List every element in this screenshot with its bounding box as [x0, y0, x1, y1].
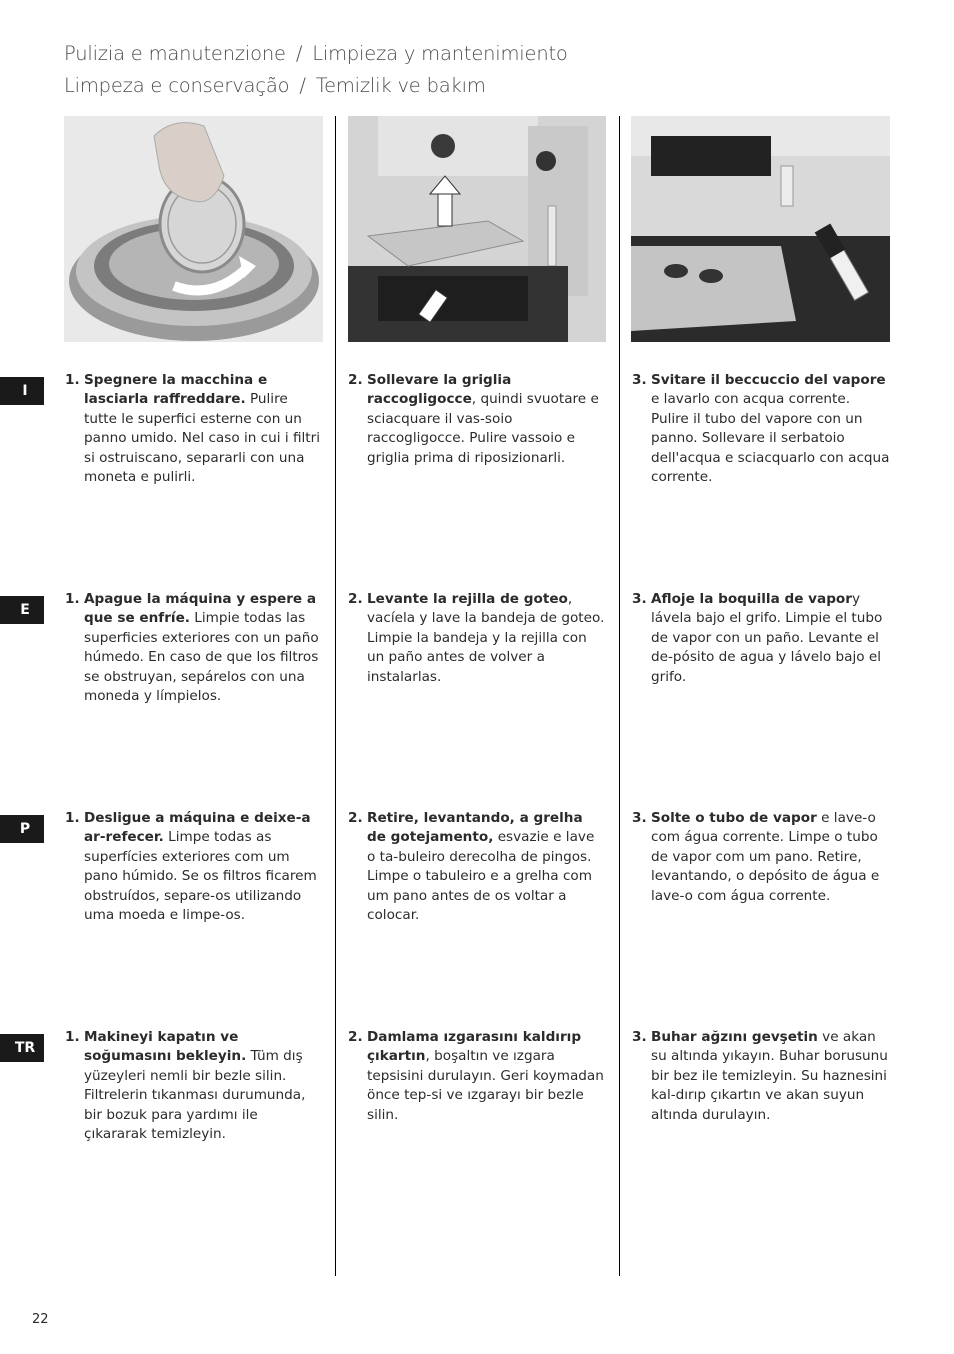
step-number: 1.	[65, 372, 80, 388]
lift-drip-tray-grid-illustration	[348, 116, 606, 342]
step-text: ve akan su altında yıkayın. Buhar borusunu bir bez ile temizleyin. Su haznesini kal-dırıp çıkartın ve akan suyun altında durulayın.	[651, 1029, 888, 1123]
step-heading: Makineyi kapatın ve soğumasını bekleyin.	[84, 1029, 247, 1065]
step-turkish-3	[632, 1028, 890, 1125]
step-portuguese-2	[348, 809, 606, 925]
step-number: 3.	[632, 591, 647, 607]
step-text: , quindi svuotare e sciacquare il vas-soio raccogligocce. Pulire vassoio e griglia prima di riposizionarli.	[367, 391, 599, 466]
step-number: 3.	[632, 1029, 647, 1045]
step-heading: Buhar ağzını gevşetin	[651, 1029, 818, 1045]
title-separator: /	[295, 42, 303, 65]
step-text: Tüm dış yüzeyleri nemli bir bezle silin. Filtrelerin tıkanması durumunda, bir bozuk para yardımı ile çıkararak temizleyin.	[84, 1048, 306, 1143]
step-number: 1.	[65, 810, 80, 826]
step-number: 2.	[348, 1029, 363, 1045]
step-number: 3.	[632, 372, 647, 388]
title-italian: Pulizia e manutenzione	[64, 42, 286, 65]
step-number: 1.	[65, 1029, 80, 1045]
step-italian-2	[348, 371, 606, 468]
page-title-line-2	[64, 74, 486, 97]
step-spanish-2	[348, 590, 606, 687]
filter-cleaning-with-coin-illustration	[64, 116, 323, 342]
step-text: e lavarlo con acqua corrente. Pulire il tubo del vapore con un panno. Sollevare il serbatoio dell'acqua e sciacquarlo con acqua corrente.	[651, 391, 890, 486]
step-turkish-1	[65, 1028, 323, 1144]
step-italian-1	[65, 371, 323, 487]
step-spanish-3	[632, 590, 890, 687]
step-number: 2.	[348, 591, 363, 607]
step-turkish-2	[348, 1028, 606, 1125]
step-italian-3	[632, 371, 890, 487]
step-heading: Svitare il beccuccio del vapore	[651, 372, 886, 388]
step-text: Pulire tutte le superfici esterne con un panno umido. Nel caso in cui i filtri si ostruiscano, separarli con una moneta e pulirli.	[84, 391, 320, 486]
step-heading: Solte o tubo de vapor	[651, 810, 817, 826]
language-tab-spanish: E	[0, 596, 44, 624]
column-divider	[619, 116, 620, 1276]
step-number: 2.	[348, 372, 363, 388]
step-portuguese-3	[632, 809, 890, 906]
step-number: 1.	[65, 591, 80, 607]
step-portuguese-1	[65, 809, 323, 925]
step-text: Limpe todas as superfícies exteriores com um pano húmido. Se os filtros ficarem obstruídos, separe-os utilizando uma moeda e limpe-os.	[84, 829, 317, 924]
title-turkish: Temizlik ve bakım	[315, 74, 486, 97]
step-heading: Apague la máquina y espere a que se enfríe.	[84, 591, 317, 627]
step-heading: Damlama ızgarasını kaldırıp çıkartın	[367, 1029, 582, 1065]
step-heading: Retire, levantando, a grelha de gotejamento,	[367, 810, 583, 846]
language-tab-portuguese: P	[0, 815, 44, 843]
step-heading: Spegnere la macchina e lasciarla raffreddare.	[84, 372, 268, 408]
language-tab-italian: I	[0, 377, 44, 405]
step-text: e lave-o com água corrente. Limpe o tubo de vapor com um pano. Retire, levantando, o depósito de água e lave-o com água corrente.	[651, 810, 880, 904]
steam-nozzle-removal-illustration	[631, 116, 890, 342]
step-number: 2.	[348, 810, 363, 826]
step-text: , boşaltın ve ızgara tepsisini durulayın. Geri koymadan önce tep-si ve ızgarayı bir bezle silin.	[367, 1048, 604, 1123]
column-divider	[335, 116, 336, 1276]
step-text: Limpie todas las superficies exteriores con un paño húmedo. En caso de que los filtros se obstruyan, sepárelos con una moneda y límpielos.	[84, 610, 319, 705]
step-text: esvazie e lave o ta-buleiro derecolha de pingos. Limpe o tabuleiro e a grelha com um pano antes de os voltar a colocar.	[367, 829, 595, 924]
title-spanish: Limpieza y mantenimiento	[312, 42, 568, 65]
page-number: 22	[32, 1312, 49, 1327]
step-text: y lávela bajo el grifo. Limpie el tubo de vapor con un paño. Levante el de-pósito de agua y lávelo bajo el grifo.	[651, 591, 883, 685]
step-text: , vacíela y lave la bandeja de goteo. Limpie la bandeja y la rejilla con un paño antes de volver a instalarlas.	[367, 591, 605, 685]
title-separator: /	[299, 74, 306, 97]
step-heading: Sollevare la griglia raccogligocce	[367, 372, 512, 408]
title-portuguese: Limpeza e conservação	[64, 74, 290, 97]
step-spanish-1	[65, 590, 323, 706]
step-heading: Afloje la boquilla de vapor	[651, 591, 852, 607]
page-title-line-1	[64, 42, 568, 65]
step-heading: Levante la rejilla de goteo	[367, 591, 568, 607]
step-number: 3.	[632, 810, 647, 826]
step-heading: Desligue a máquina e deixe-a ar-refecer.	[84, 810, 311, 846]
language-tab-turkish: TR	[0, 1034, 44, 1062]
